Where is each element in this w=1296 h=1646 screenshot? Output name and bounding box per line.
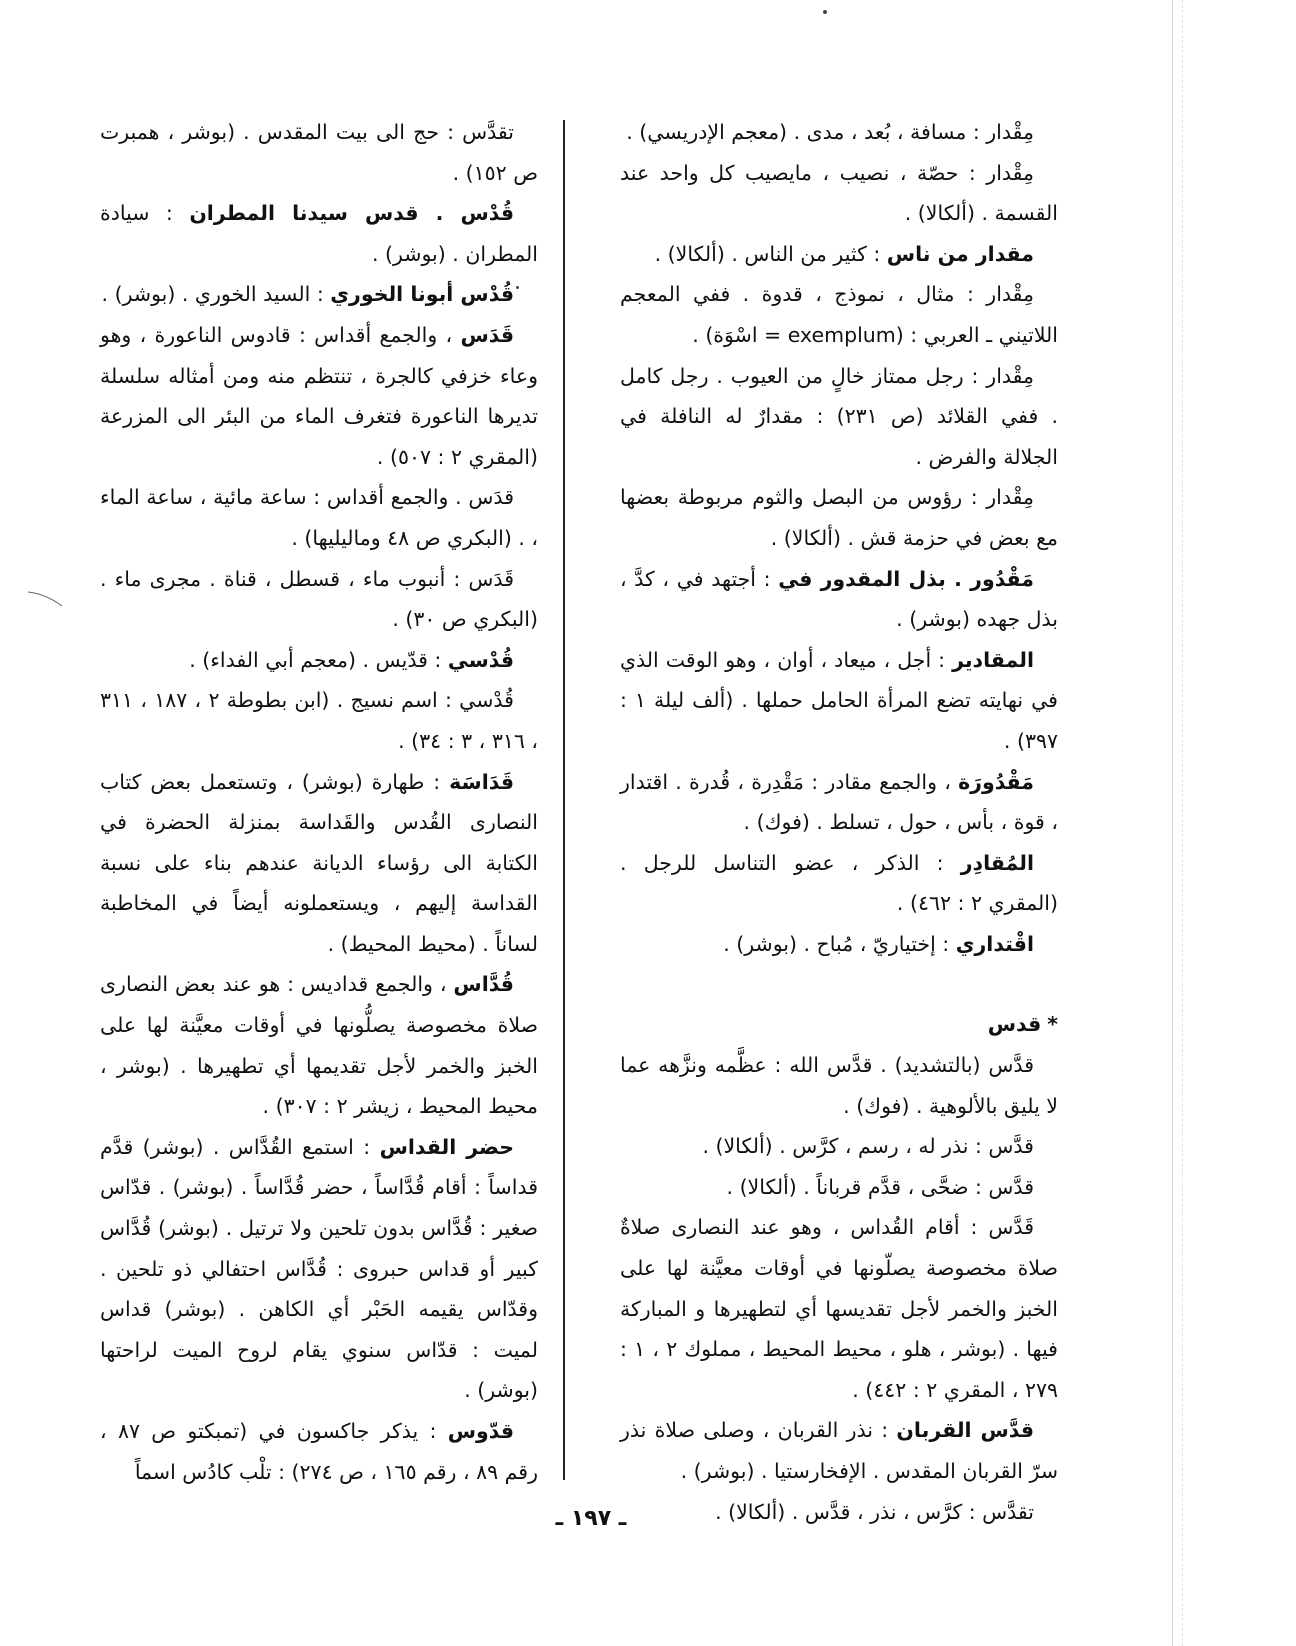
entry-definition: : نذر القربان ، وصلى صلاة نذر سرّ القربان المقدس . الإفخارستيا . (بوشر) . [620, 1418, 1058, 1483]
dictionary-entry [620, 640, 1058, 762]
entry-definition: : استمع القُدَّاس . (بوشر) قدَّم قداساً : أقام قُدَّاساً ، حضر قُدَّاساً . (بوشر) . قدّاس صغير : قُدَّاس بدون تلحين ولا ترتيل . (بوشر) قُدَّاس كبير أو قداس حبروى : قُدَّاس احتفالي ذو تلحين . وقدّاس يقيمه الحَبْر أي الكاهن . (بوشر) قداس لميت : قدّاس سنوي يقام لروح الميت لراحتها (بوشر) . [100, 1134, 538, 1403]
entry-definition: مِقْدار : مسافة ، بُعد ، مدى . (معجم الإدريسي) . [626, 120, 1034, 144]
entry-headword: مَقْدُورَة [958, 769, 1034, 794]
entry-definition: تقدَّس : حج الى بيت المقدس . (بوشر ، همبرت ص ١٥٢) . [100, 120, 538, 185]
entry-headword: قَدَاسَة [449, 769, 514, 794]
entry-definition: : كثير من الناس . (ألكالا) . [654, 241, 887, 266]
section-heading-label: قدس [987, 1012, 1042, 1037]
column-divider [563, 120, 565, 1480]
page-number: ـ ١٩٧ ـ [555, 1506, 627, 1531]
dictionary-entry [100, 640, 538, 681]
dictionary-entry [620, 356, 1058, 478]
entry-definition: ، والجمع قداديس : هو عند بعض النصارى صلاة مخصوصة يصلُّونها في أوقات معيَّنة لها على الخبز والخمر لأجل تقديمها أي تطهيرها . (بوشر ، محيط المحيط ، زيشر ٢ : ٣٠٧) . [100, 972, 538, 1119]
entry-definition: تقدَّس : كرَّس ، نذر ، قدَّس . (ألكالا) . [715, 1499, 1034, 1524]
entry-definition: : طهارة (بوشر) ، وتستعمل بعض كتاب النصارى القُدس والقَداسة بمنزلة الحضرة في الكتابة الى رؤساء الديانة عندهم بناء على نسبة القداسة إليهم ، ويستعملونه أيضاً في المخاطبة لساناً . (محيط المحيط) . [100, 769, 538, 956]
entry-definition: مِقْدار : حصّة ، نصيب ، مايصيب كل واحد عند القسمة . (ألكالا) . [620, 160, 1058, 226]
entry-definition: : سيادة المطران . (بوشر) . [100, 201, 538, 266]
entry-headword: قُدْس . قدس سيدنا المطران [189, 201, 515, 226]
entry-definition: مِقْدار : مثال ، نموذج ، قدوة . ففي المعجم اللاتيني ـ العربي : (exemplum = اسْوَة) . [620, 282, 1058, 347]
entry-definition: : السيد الخوري . (بوشر) . [101, 282, 331, 307]
entry-definition: مِقْدار : رجل ممتاز خالٍ من العيوب . رجل كامل . ففي القلائد (ص ٢٣١) : مقدارٌ له النافلة في الجلالة والفرض . [620, 363, 1058, 469]
scan-mark [26, 590, 66, 610]
entry-headword: المقادير [952, 647, 1034, 672]
entry-definition: ، والجمع أقداس : قادوس الناعورة ، وهو وعاء خزفي كالجرة ، تنتظم منه ومن أمثاله سلسلة تديرها الناعورة فتغرف الماء من البئر الى المزرعة (المقري ٢ : ٥٠٧) . [100, 322, 538, 469]
entry-headword: قَدَس [460, 322, 514, 347]
dictionary-entry [100, 762, 538, 965]
dictionary-entry [620, 559, 1058, 640]
entry-definition: : إختياريّ ، مُباح . (بوشر) . [723, 931, 956, 956]
scan-edge-line [1182, 0, 1183, 1646]
asterisk-icon: * [1047, 1012, 1058, 1037]
entry-headword: مَقْدُور . بذل المقدور في [778, 566, 1034, 591]
entry-headword: قُدْس أبونا الخوري [330, 282, 514, 307]
dictionary-entry [100, 112, 538, 193]
dictionary-entry [100, 1127, 538, 1411]
left-entries [100, 112, 538, 1492]
entry-definition: قَدَّس : أقام القُداس ، وهو عند النصارى صلاةٌ صلاة مخصوصة يصلّونها في أوقات معيَّنة لها على الخبز والخمر لأجل تقديسها أي لتطهيرها و المباركة فيها . (بوشر ، هلو ، محيط المحيط ، مملوك ٢ ، ١ : ٢٧٩ ، المقري ٢ : ٤٤٢) . [620, 1215, 1058, 1402]
entry-definition: قُدْسي : اسم نسيج . (ابن بطوطة ٢ ، ١٨٧ ، ٣١١ ، ٣١٦ ، ٣ : ٣٤) . [100, 688, 538, 753]
dictionary-entry [620, 843, 1058, 924]
entry-headword: قدَّس القربان [896, 1418, 1034, 1443]
dictionary-entry [620, 234, 1058, 275]
section-heading [620, 1004, 1058, 1045]
dictionary-entry [620, 924, 1058, 965]
scan-speck [823, 10, 827, 14]
dictionary-entry [620, 112, 1058, 153]
entry-headword: قُدْسي [447, 647, 514, 672]
entry-definition: ، والجمع مقادر : مَقْدِرة ، قُدرة . اقتدار ، قوة ، بأس ، حول ، تسلط . (فوك) . [620, 769, 1058, 835]
entry-headword: قُدَّاس [453, 972, 514, 997]
dictionary-entry [100, 193, 538, 274]
dictionary-entry [620, 1126, 1058, 1167]
entry-headword: اقْتداري [955, 931, 1034, 956]
entry-definition: : أجتهد في ، كدَّ ، بذل جهده (بوشر) . [620, 566, 1058, 632]
dictionary-entry [620, 1207, 1058, 1410]
left-column [100, 112, 538, 1492]
dictionary-entry [100, 274, 538, 315]
dictionary-entry [100, 315, 538, 477]
dictionary-entry [620, 477, 1058, 558]
right-entries [620, 112, 1058, 964]
entry-definition: : قدّيس . (معجم أبي الفداء) . [189, 647, 448, 672]
entry-definition: قدَس . والجمع أقداس : ساعة مائية ، ساعة الماء ، . (البكري ص ٤٨ وماليليها) . [100, 485, 538, 550]
entry-definition: قدَّس : ضحَّى ، قدَّم قرباناً . (ألكالا) . [726, 1174, 1034, 1199]
entry-definition: قدَّس (بالتشديد) . قدَّس الله : عظَّمه ونزَّهه عما لا يليق بالألوهية . (فوك) . [620, 1053, 1058, 1118]
dictionary-entry [100, 477, 538, 558]
entry-definition: : يذكر جاكسون في (تمبكتو ص ٨٧ ، رقم ٨٩ ، رقم ١٦٥ ، ص ٢٧٤) : تلْب كادُس اسماً [100, 1419, 538, 1484]
entry-definition: : الذكر ، عضو التناسل للرجل . (المقري ٢ : ٤٦٢) . [620, 850, 1058, 916]
entry-definition: : أجل ، ميعاد ، أوان ، وهو الوقت الذي في نهايته تضع المرأة الحامل حملها . (ألف ليلة ١ : ٣٩٧) . [620, 647, 1058, 753]
dictionary-entry [620, 274, 1058, 355]
entry-definition: قَدَس : أنبوب ماء ، قسطل ، قناة . مجرى ماء . (البكري ص ٣٠) . [100, 566, 538, 632]
entry-headword: حضر القداس [379, 1134, 514, 1159]
dictionary-entry [100, 680, 538, 761]
entry-definition: مِقْدار : رؤوس من البصل والثوم مربوطة بعضها مع بعض في حزمة قش . (ألكالا) . [620, 485, 1058, 550]
section-entries [620, 1045, 1058, 1532]
dictionary-entry [620, 1045, 1058, 1126]
entry-headword: المُقادِر [960, 850, 1034, 875]
dictionary-entry [100, 1411, 538, 1492]
dictionary-entry [620, 1410, 1058, 1491]
scan-edge-line [1172, 0, 1173, 1646]
dictionary-entry [620, 762, 1058, 843]
right-column [620, 112, 1058, 1532]
dictionary-entry [100, 559, 538, 640]
entry-headword: قدّوس [447, 1419, 514, 1443]
dictionary-entry [620, 1167, 1058, 1208]
dictionary-entry [100, 964, 538, 1126]
dictionary-entry [620, 153, 1058, 234]
entry-definition: قدَّس : نذر له ، رسم ، كرَّس . (ألكالا) . [702, 1134, 1034, 1159]
entry-headword: مقدار من ناس [886, 241, 1034, 266]
